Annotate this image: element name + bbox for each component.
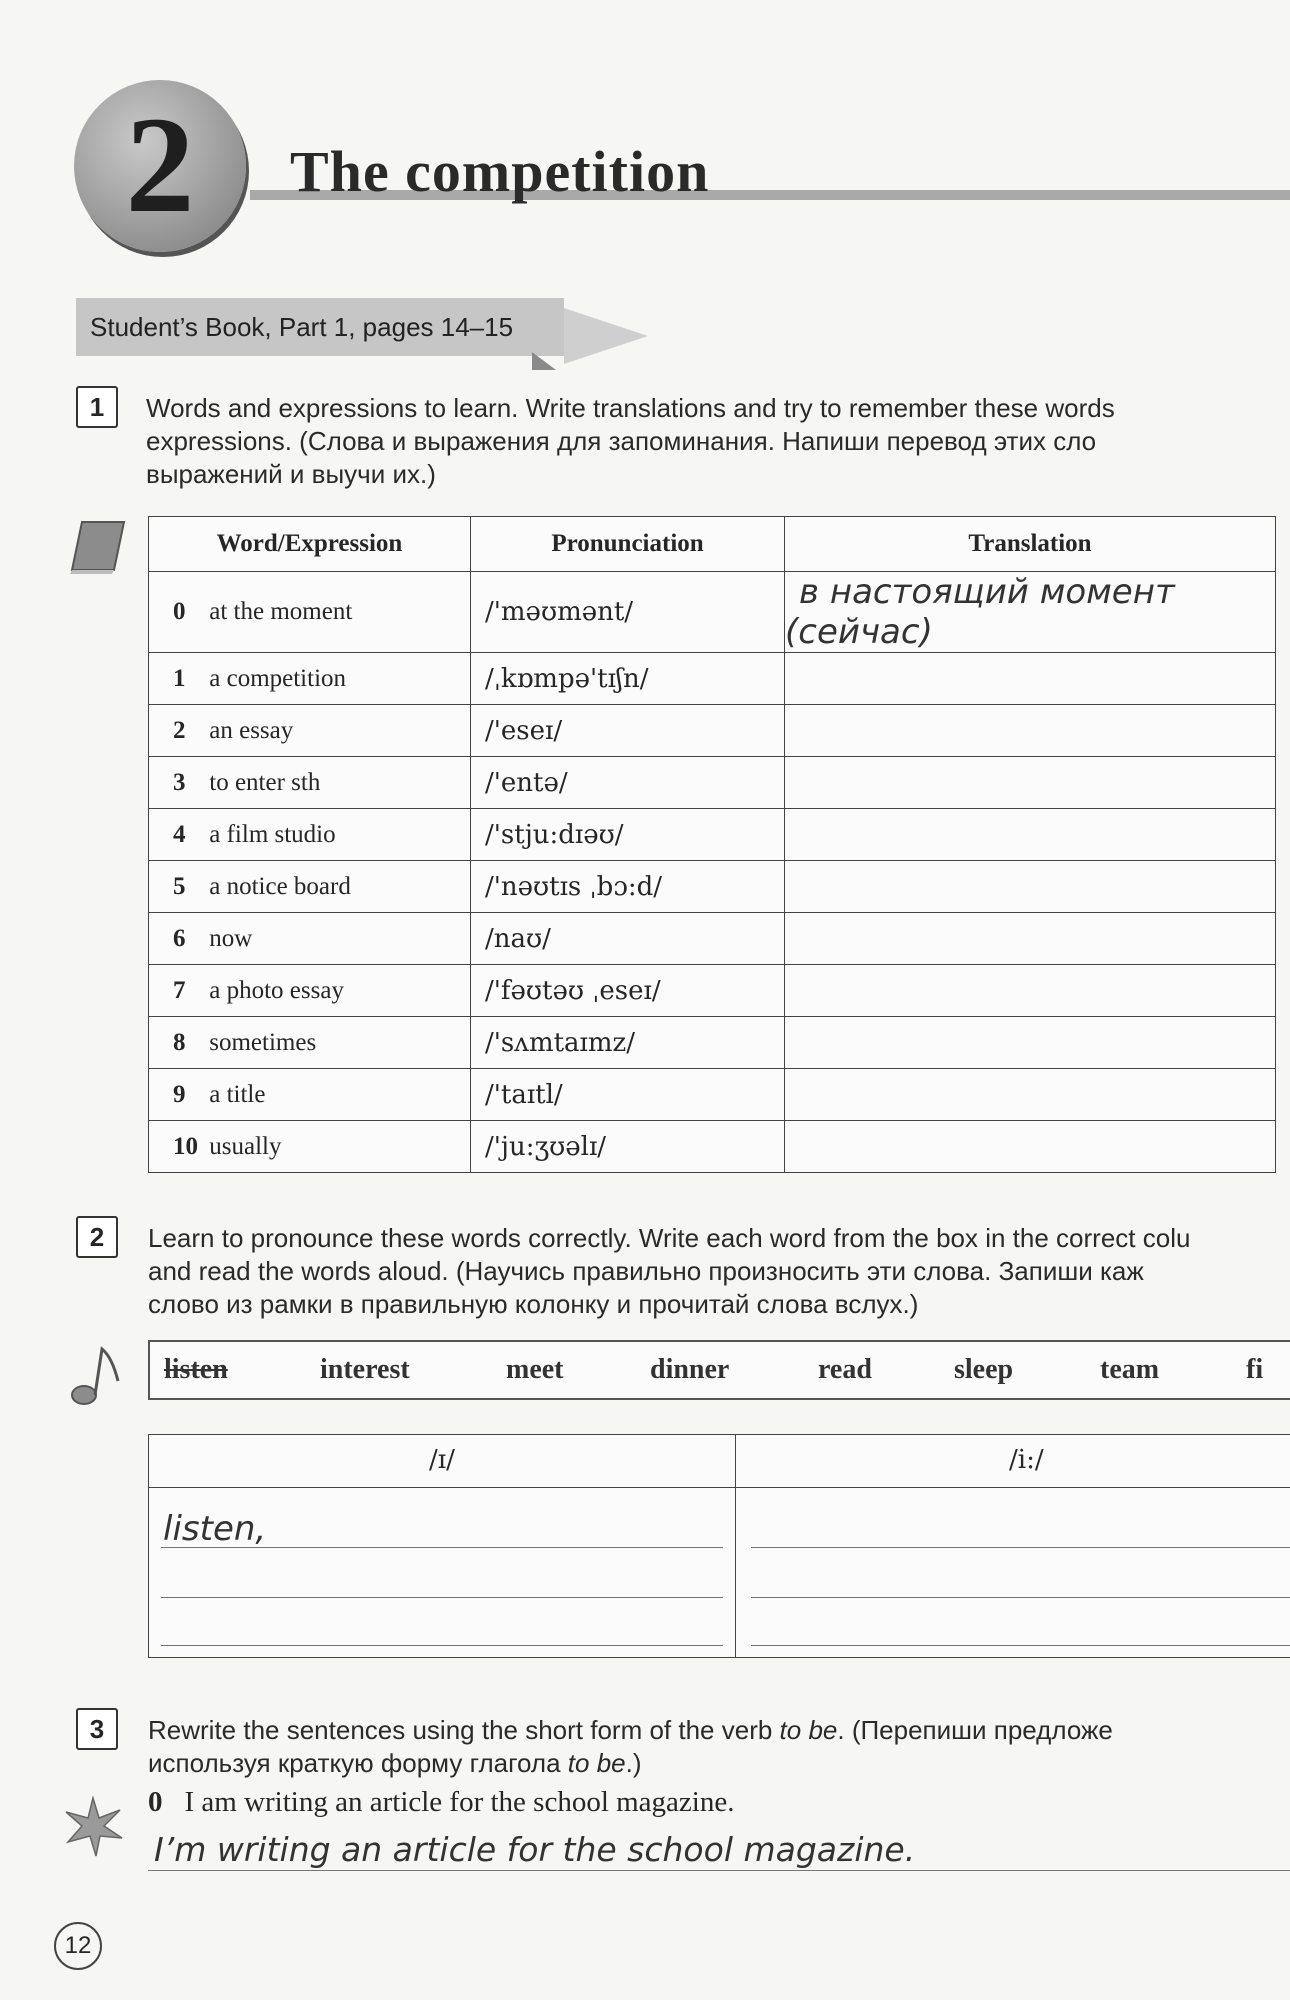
pronunciation: /'stju:dɪəʊ/ bbox=[471, 809, 785, 861]
table-row bbox=[149, 1121, 1276, 1173]
table-row bbox=[149, 705, 1276, 757]
translation-cell[interactable] bbox=[785, 1069, 1276, 1121]
unit-number: 2 bbox=[125, 88, 195, 241]
translation-cell[interactable] bbox=[785, 965, 1276, 1017]
table-row bbox=[149, 965, 1276, 1017]
exercise-1-number: 1 bbox=[76, 386, 118, 428]
word: now bbox=[209, 924, 253, 952]
header-translation: Translation bbox=[785, 517, 1276, 572]
word: to enter sth bbox=[209, 768, 321, 796]
table-row bbox=[149, 1069, 1276, 1121]
sentence-text: I am writing an article for the school magazine. bbox=[184, 1786, 735, 1818]
row-number: 1 bbox=[173, 664, 186, 692]
row-number: 9 bbox=[173, 1080, 186, 1108]
translation-cell[interactable] bbox=[785, 809, 1276, 861]
translation-cell[interactable] bbox=[785, 913, 1276, 965]
table-row bbox=[149, 809, 1276, 861]
pronunciation: /'nəʊtɪs ˌbɔ:d/ bbox=[471, 861, 785, 913]
row-number: 7 bbox=[173, 976, 186, 1004]
header-pronunciation: Pronunciation bbox=[471, 517, 785, 572]
word-box-item: interest bbox=[320, 1354, 410, 1385]
translation-cell[interactable] bbox=[785, 757, 1276, 809]
pronunciation: /'məʊmənt/ bbox=[471, 572, 785, 653]
write-line[interactable] bbox=[751, 1645, 1290, 1646]
music-note-icon bbox=[70, 1345, 122, 1407]
reference-arrow bbox=[564, 308, 648, 364]
write-line[interactable] bbox=[161, 1547, 723, 1548]
star-icon bbox=[62, 1796, 124, 1858]
row-number: 10 bbox=[173, 1132, 198, 1160]
word: a notice board bbox=[209, 872, 351, 900]
exercise-1-instruction-line-1: Words and expressions to learn. Write translations and try to remember these words bbox=[146, 393, 1115, 423]
pronunciation: /'fəʊtəʊ ˌeseɪ/ bbox=[471, 965, 785, 1017]
pronunciation: /'taɪtl/ bbox=[471, 1069, 785, 1121]
word: a title bbox=[209, 1080, 266, 1108]
word: sometimes bbox=[209, 1028, 317, 1056]
word-box-item: read bbox=[818, 1354, 872, 1385]
table-row bbox=[149, 757, 1276, 809]
book-icon bbox=[68, 520, 126, 574]
column-short-i: /ɪ/ bbox=[429, 1445, 455, 1475]
translation[interactable]: в настоящий момент (сейчас) bbox=[785, 572, 1175, 652]
row-number: 2 bbox=[173, 716, 186, 744]
row-number: 6 bbox=[173, 924, 186, 952]
header-word: Word/Expression bbox=[149, 517, 471, 572]
write-line[interactable] bbox=[751, 1547, 1290, 1548]
word-box-item: team bbox=[1100, 1354, 1160, 1385]
word-box-item: fi bbox=[1246, 1354, 1264, 1385]
translation-cell[interactable] bbox=[785, 1121, 1276, 1173]
column-divider bbox=[735, 1435, 736, 1657]
write-line[interactable] bbox=[161, 1645, 723, 1646]
example-sentence bbox=[148, 1786, 734, 1819]
row-number: 8 bbox=[173, 1028, 186, 1056]
row-number: 5 bbox=[173, 872, 186, 900]
word-box-item: listen bbox=[164, 1354, 228, 1385]
translation-cell[interactable] bbox=[785, 1017, 1276, 1069]
exercise-1-instruction-line-2: expressions. (Слова и выражения для запоминания. Напиши перевод этих сло bbox=[146, 426, 1097, 456]
sound-columns-header bbox=[149, 1435, 1290, 1488]
pronunciation: /ˌkɒmpə'tɪʃn/ bbox=[471, 653, 785, 705]
exercise-2-instruction-line-1: Learn to pronounce these words correctly. Write each word from the box in the correct colu bbox=[148, 1223, 1191, 1253]
row-number: 4 bbox=[173, 820, 186, 848]
word-box bbox=[148, 1340, 1290, 1400]
write-line[interactable] bbox=[751, 1597, 1290, 1598]
row-number: 3 bbox=[173, 768, 186, 796]
table-row bbox=[149, 861, 1276, 913]
exercise-3-instruction-line-1: Rewrite the sentences using the short form of the verb to be. (Перепиши предложе bbox=[148, 1715, 1113, 1745]
exercise-3-number: 3 bbox=[76, 1708, 118, 1750]
word-box-item: meet bbox=[506, 1354, 564, 1385]
pronunciation: /'sʌmtaɪmz/ bbox=[471, 1017, 785, 1069]
exercise-3-instruction-line-2: используя краткую форму глагола to be.) bbox=[148, 1748, 642, 1778]
book-reference: Student’s Book, Part 1, pages 14–15 bbox=[76, 298, 564, 356]
column-answer[interactable]: listen, bbox=[163, 1509, 267, 1549]
example-answer[interactable]: I’m writing an article for the school magazine. bbox=[154, 1830, 916, 1869]
exercise-2-number: 2 bbox=[76, 1216, 118, 1258]
translation-cell[interactable] bbox=[785, 653, 1276, 705]
page-title: The competition bbox=[290, 139, 710, 204]
table-row bbox=[149, 572, 1276, 653]
pronunciation: /'entə/ bbox=[471, 757, 785, 809]
sound-columns-table bbox=[148, 1434, 1290, 1658]
write-line[interactable] bbox=[161, 1597, 723, 1598]
word: a film studio bbox=[209, 820, 336, 848]
word-box-item: dinner bbox=[650, 1354, 730, 1385]
pronunciation: /'eseɪ/ bbox=[471, 705, 785, 757]
word: an essay bbox=[209, 716, 294, 744]
sentence-number: 0 bbox=[148, 1786, 163, 1818]
table-row bbox=[149, 653, 1276, 705]
column-long-i: /i:/ bbox=[1009, 1445, 1044, 1475]
exercise-2-instruction-line-2: and read the words aloud. (Научись правильно произносить эти слова. Запиши каж bbox=[148, 1256, 1144, 1286]
word: usually bbox=[209, 1132, 282, 1160]
page-number: 12 bbox=[54, 1922, 102, 1970]
exercise-2-instruction-line-3: слово из рамки в правильную колонку и прочитай слова вслух.) bbox=[148, 1289, 919, 1319]
exercise-1-instruction-line-3: выражений и выучи их.) bbox=[146, 459, 436, 489]
pronunciation: /'ju:ʒʊəlɪ/ bbox=[471, 1121, 785, 1173]
word: a competition bbox=[209, 664, 347, 692]
translation-cell[interactable] bbox=[785, 705, 1276, 757]
translation-cell[interactable] bbox=[785, 861, 1276, 913]
reference-fold bbox=[532, 352, 556, 370]
table-row bbox=[149, 913, 1276, 965]
word: at the moment bbox=[209, 598, 353, 625]
answer-line[interactable] bbox=[148, 1870, 1290, 1871]
word-box-item: sleep bbox=[954, 1354, 1014, 1385]
word: a photo essay bbox=[209, 976, 344, 1004]
vocabulary-table bbox=[148, 516, 1276, 1173]
row-number: 0 bbox=[173, 598, 186, 625]
table-row bbox=[149, 1017, 1276, 1069]
pronunciation: /naʊ/ bbox=[471, 913, 785, 965]
